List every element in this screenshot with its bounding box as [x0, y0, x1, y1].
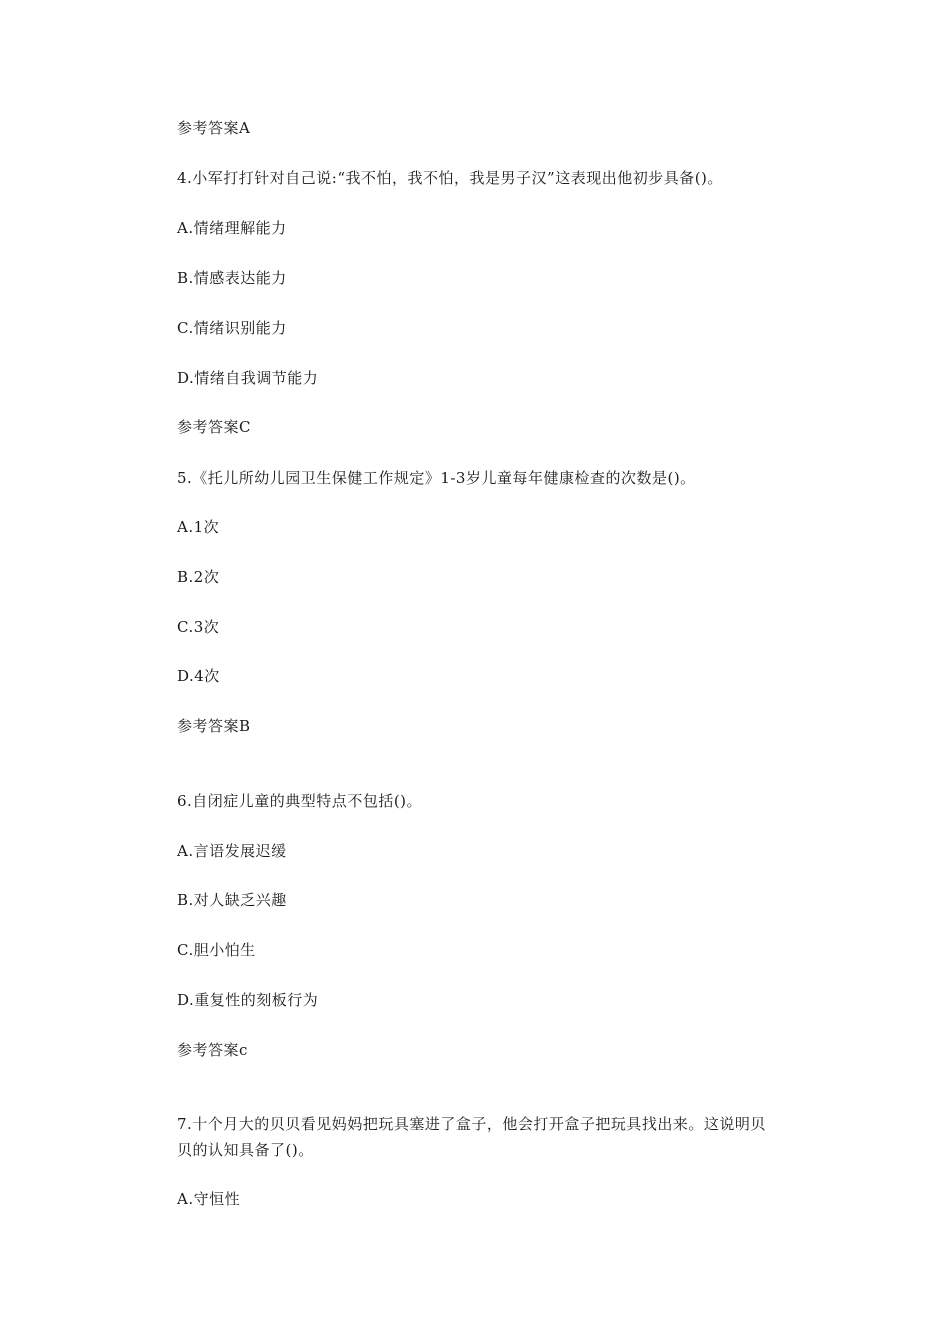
question-5-option-b: B.2次	[177, 568, 220, 586]
question-6-option-c: C.胆小怕生	[177, 941, 256, 959]
answer-q5: 参考答案B	[177, 717, 251, 735]
answer-q6: 参考答案c	[177, 1041, 248, 1059]
question-6-option-a: A.言语发展迟缓	[177, 842, 287, 860]
answer-q3: 参考答案A	[177, 119, 251, 137]
question-4-option-c: C.情绪识别能力	[177, 319, 287, 337]
question-6-option-b: B.对人缺乏兴趣	[177, 891, 287, 909]
answer-q4: 参考答案C	[177, 418, 251, 436]
question-4-option-d: D.情绪自我调节能力	[177, 369, 319, 387]
question-4-option-a: A.情绪理解能力	[177, 219, 287, 237]
question-4-stem: 4.小军打打针对自己说:“我不怕，我不怕，我是男子汉”这表现出他初步具备()。	[177, 169, 723, 187]
question-5-option-d: D.4次	[177, 667, 220, 685]
question-6-stem: 6.自闭症儿童的典型特点不包括()。	[177, 792, 423, 810]
question-5-stem: 5.《托儿所幼儿园卫生保健工作规定》1-3岁儿童每年健康检查的次数是()。	[177, 469, 696, 487]
question-7-stem-line-1: 7.十个月大的贝贝看见妈妈把玩具塞进了盒子，他会打开盒子把玩具找出来。这说明贝	[177, 1115, 766, 1133]
question-5-option-c: C.3次	[177, 618, 220, 636]
question-7-stem-line-2: 贝的认知具备了()。	[177, 1141, 314, 1159]
question-4-option-b: B.情感表达能力	[177, 269, 287, 287]
question-5-option-a: A.1次	[177, 518, 220, 536]
question-7-option-a: A.守恒性	[177, 1190, 241, 1208]
question-6-option-d: D.重复性的刻板行为	[177, 991, 319, 1009]
